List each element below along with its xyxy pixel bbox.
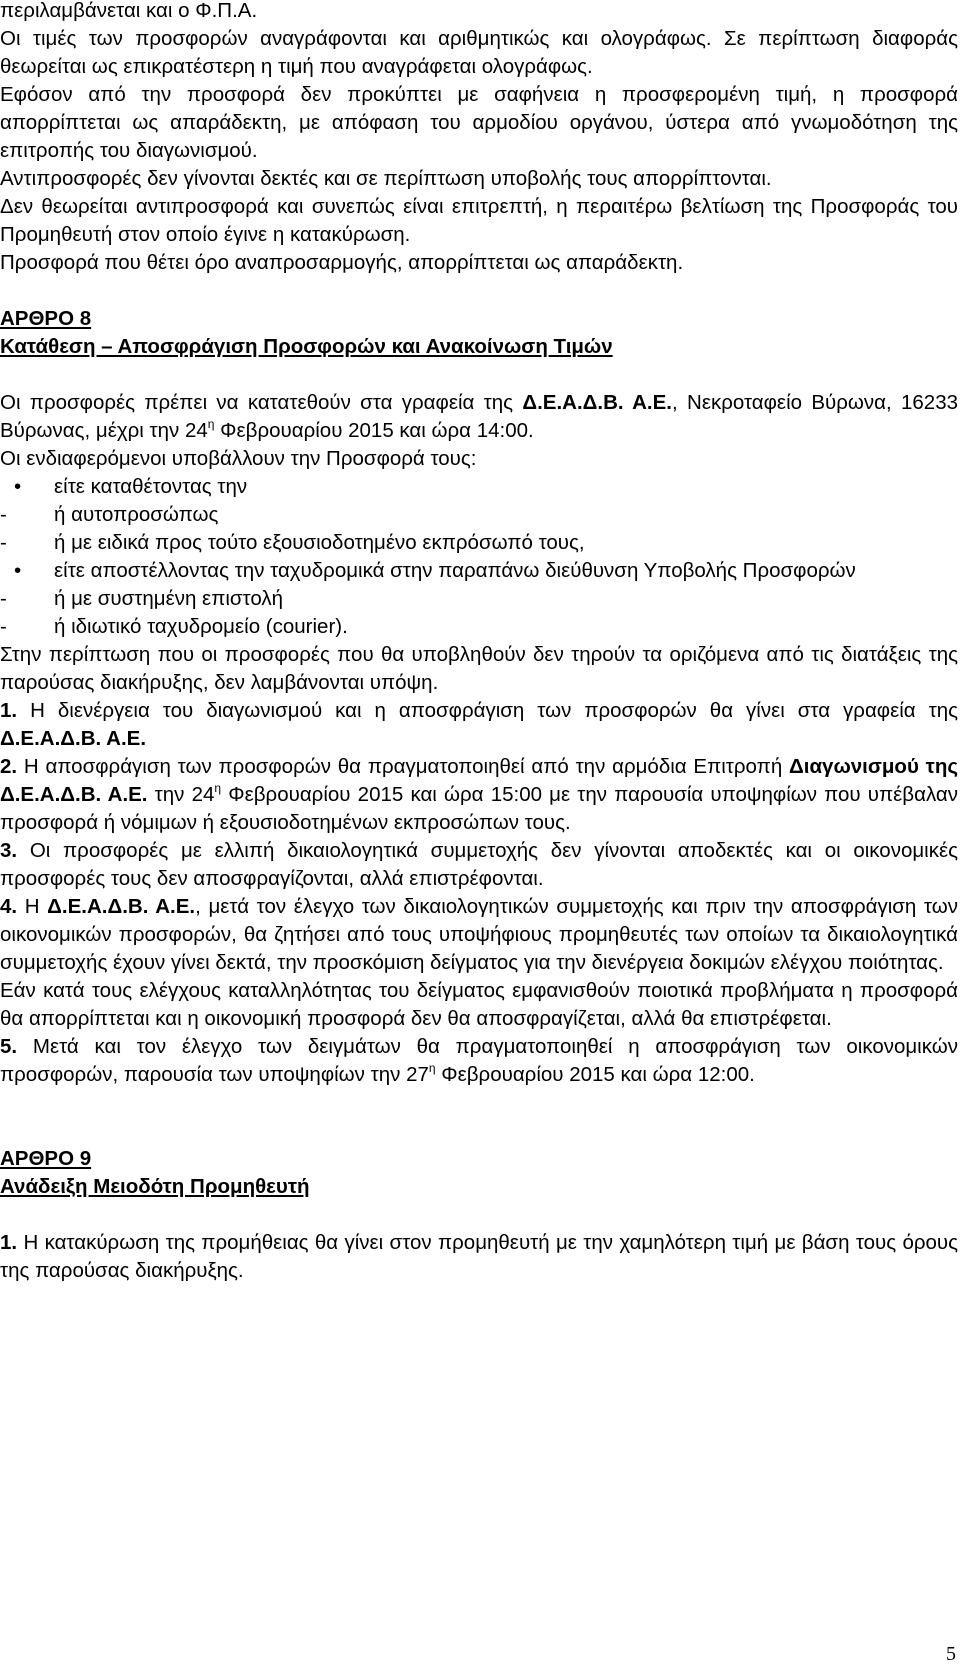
dash-marker: - xyxy=(0,531,7,554)
bullet-icon: • xyxy=(14,559,22,582)
paragraph-deposit: Οι προσφορές πρέπει να κατατεθούν στα γραφεία της Δ.Ε.Α.Δ.Β. Α.Ε., Νεκροταφείο Βύρωνα, 16233 Βύρωνας, μέχρι την $24^\eta$ Φεβρουαρίου 2015 και ώρα 14:00. xyxy=(0,391,958,442)
numbered-item-1: 1. Η διενέργεια του διαγωνισμού και η αποσφράγιση των προσφορών θα γίνει στα γραφεία της Δ.Ε.Α.Δ.Β. Α.Ε. xyxy=(0,699,958,750)
spacer xyxy=(0,1201,958,1229)
list-item: - ή με ειδικά προς τούτο εξουσιοδοτημένο εκπρόσωπό τους, xyxy=(0,529,958,557)
paragraph-conditions: Στην περίπτωση που οι προσφορές που θα υποβληθούν δεν τηρούν τα οριζόμενα από τις διατάξεις της παρούσας διακήρυξης, δεν λαμβάνονται υπόψη. xyxy=(0,643,958,694)
dash-marker: - xyxy=(0,503,7,526)
bullet-icon: • xyxy=(14,475,22,498)
numbered-item-5: 5. Μετά και τον έλεγχο των δειγμάτων θα πραγματοποιηθεί η αποσφράγιση των οικονομικών προσφορών, παρουσία των υποψηφίων την $27^\eta$ Φεβρουαρίου 2015 και ώρα 12:00. xyxy=(0,1035,958,1086)
article-8-number: ΑΡΘΡΟ 8 xyxy=(0,307,92,330)
paragraph-unclear-price: Εφόσον από την προσφορά δεν προκύπτει με σαφήνεια η προσφερομένη τιμή, η προσφορά απορρίπτεται ως απαράδεκτη, με απόφαση του αρμοδίου οργάνου, ύστερα από γνωμοδότηση της επιτροπής του διαγωνισμού. xyxy=(0,83,958,162)
paragraph-improvement: Δεν θεωρείται αντιπροσφορά και συνεπώς είναι επιτρεπτή, η περαιτέρω βελτίωση της Προσφοράς του Προμηθευτή στον οποίο έγινε η κατακύρωση. xyxy=(0,195,958,246)
article-9-number: ΑΡΘΡΟ 9 xyxy=(0,1147,92,1170)
dash-marker: - xyxy=(0,587,7,610)
intro-line: περιλαμβάνεται και ο Φ.Π.Α. xyxy=(0,0,258,22)
list-item: • είτε αποστέλλοντας την ταχυδρομικά στην παραπάνω διεύθυνση Υποβολής Προσφορών xyxy=(0,557,958,585)
list-item: • είτε καταθέτοντας την xyxy=(0,473,958,501)
paragraph-counteroffers: Αντιπροσφορές δεν γίνονται δεκτές και σε περίπτωση υποβολής τους απορρίπτονται. xyxy=(0,167,772,190)
paragraph-adjustment: Προσφορά που θέτει όρο αναπροσαρμογής, απορρίπτεται ως απαράδεκτη. xyxy=(0,251,684,274)
spacer xyxy=(0,1117,958,1145)
numbered-item-2: 2. Η αποσφράγιση των προσφορών θα πραγματοποιηθεί από την αρμόδια Επιτροπή Διαγωνισμού της Δ.Ε.Α.Δ.Β. Α.Ε. την $24^\eta$ Φεβρουαρίου 2015 και ώρα 15:00 με την παρουσία υποψηφίων που υπέβαλαν προσφορά ή νόμιμων ή εξουσιοδοτημένων εκπροσώπων τους. xyxy=(0,755,958,834)
spacer xyxy=(0,361,958,389)
article-9-title: Ανάδειξη Μειοδότη Προμηθευτή xyxy=(0,1175,310,1198)
paragraph-samples: Εάν κατά τους ελέγχους καταλληλότητας του δείγματος εμφανισθούν ποιοτικά προβλήματα η προσφορά θα απορρίπτεται και η οικονομική προσφορά δεν θα αποσφραγίζεται, αλλά θα επιστρέφεται. xyxy=(0,979,958,1030)
numbered-item-3: 3. Οι προσφορές με ελλιπή δικαιολογητικά συμμετοχής δεν γίνονται αποδεκτές και οι οικονομικές προσφορές τους δεν αποσφραγίζονται, αλλά επιστρέφονται. xyxy=(0,839,958,890)
numbered-item-4: 4. Η Δ.Ε.Α.Δ.Β. Α.Ε., μετά τον έλεγχο των δικαιολογητικών συμμετοχής και πριν την αποσφράγιση των οικονομικών προσφορών, θα ζητήσει από τους υποψήφιους προμηθευτές των οποίων τα δικαιολογητικά συμμετοχής έχουν γίνει δεκτά, την προσκόμιση δείγματος για την διενέργεια δοκιμών ελέγχου ποιότητας. xyxy=(0,895,958,974)
list-item: - ή με συστημένη επιστολή xyxy=(0,585,958,613)
paragraph-price-notation: Οι τιμές των προσφορών αναγράφονται και αριθμητικώς και ολογράφως. Σε περίπτωση διαφοράς θεωρείται ως επικρατέστερη η τιμή που αναγράφεται ολογράφως. xyxy=(0,27,958,78)
list-item: - ή ιδιωτικό ταχυδρομείο (courier). xyxy=(0,613,958,641)
list-item: - ή αυτοπροσώπως xyxy=(0,501,958,529)
article-8-title: Κατάθεση – Αποσφράγιση Προσφορών και Ανακοίνωση Τιμών xyxy=(0,335,613,358)
spacer xyxy=(0,1089,958,1117)
spacer xyxy=(0,277,958,305)
dash-marker: - xyxy=(0,615,7,638)
page-number: 5 xyxy=(946,1643,956,1665)
numbered-item-1: 1. Η κατακύρωση της προμήθειας θα γίνει στον προμηθευτή με την χαμηλότερη τιμή με βάση τους όρους της παρούσας διακήρυξης. xyxy=(0,1231,958,1282)
paragraph-submit-intro: Οι ενδιαφερόμενοι υποβάλλουν την Προσφορά τους: xyxy=(0,447,477,470)
